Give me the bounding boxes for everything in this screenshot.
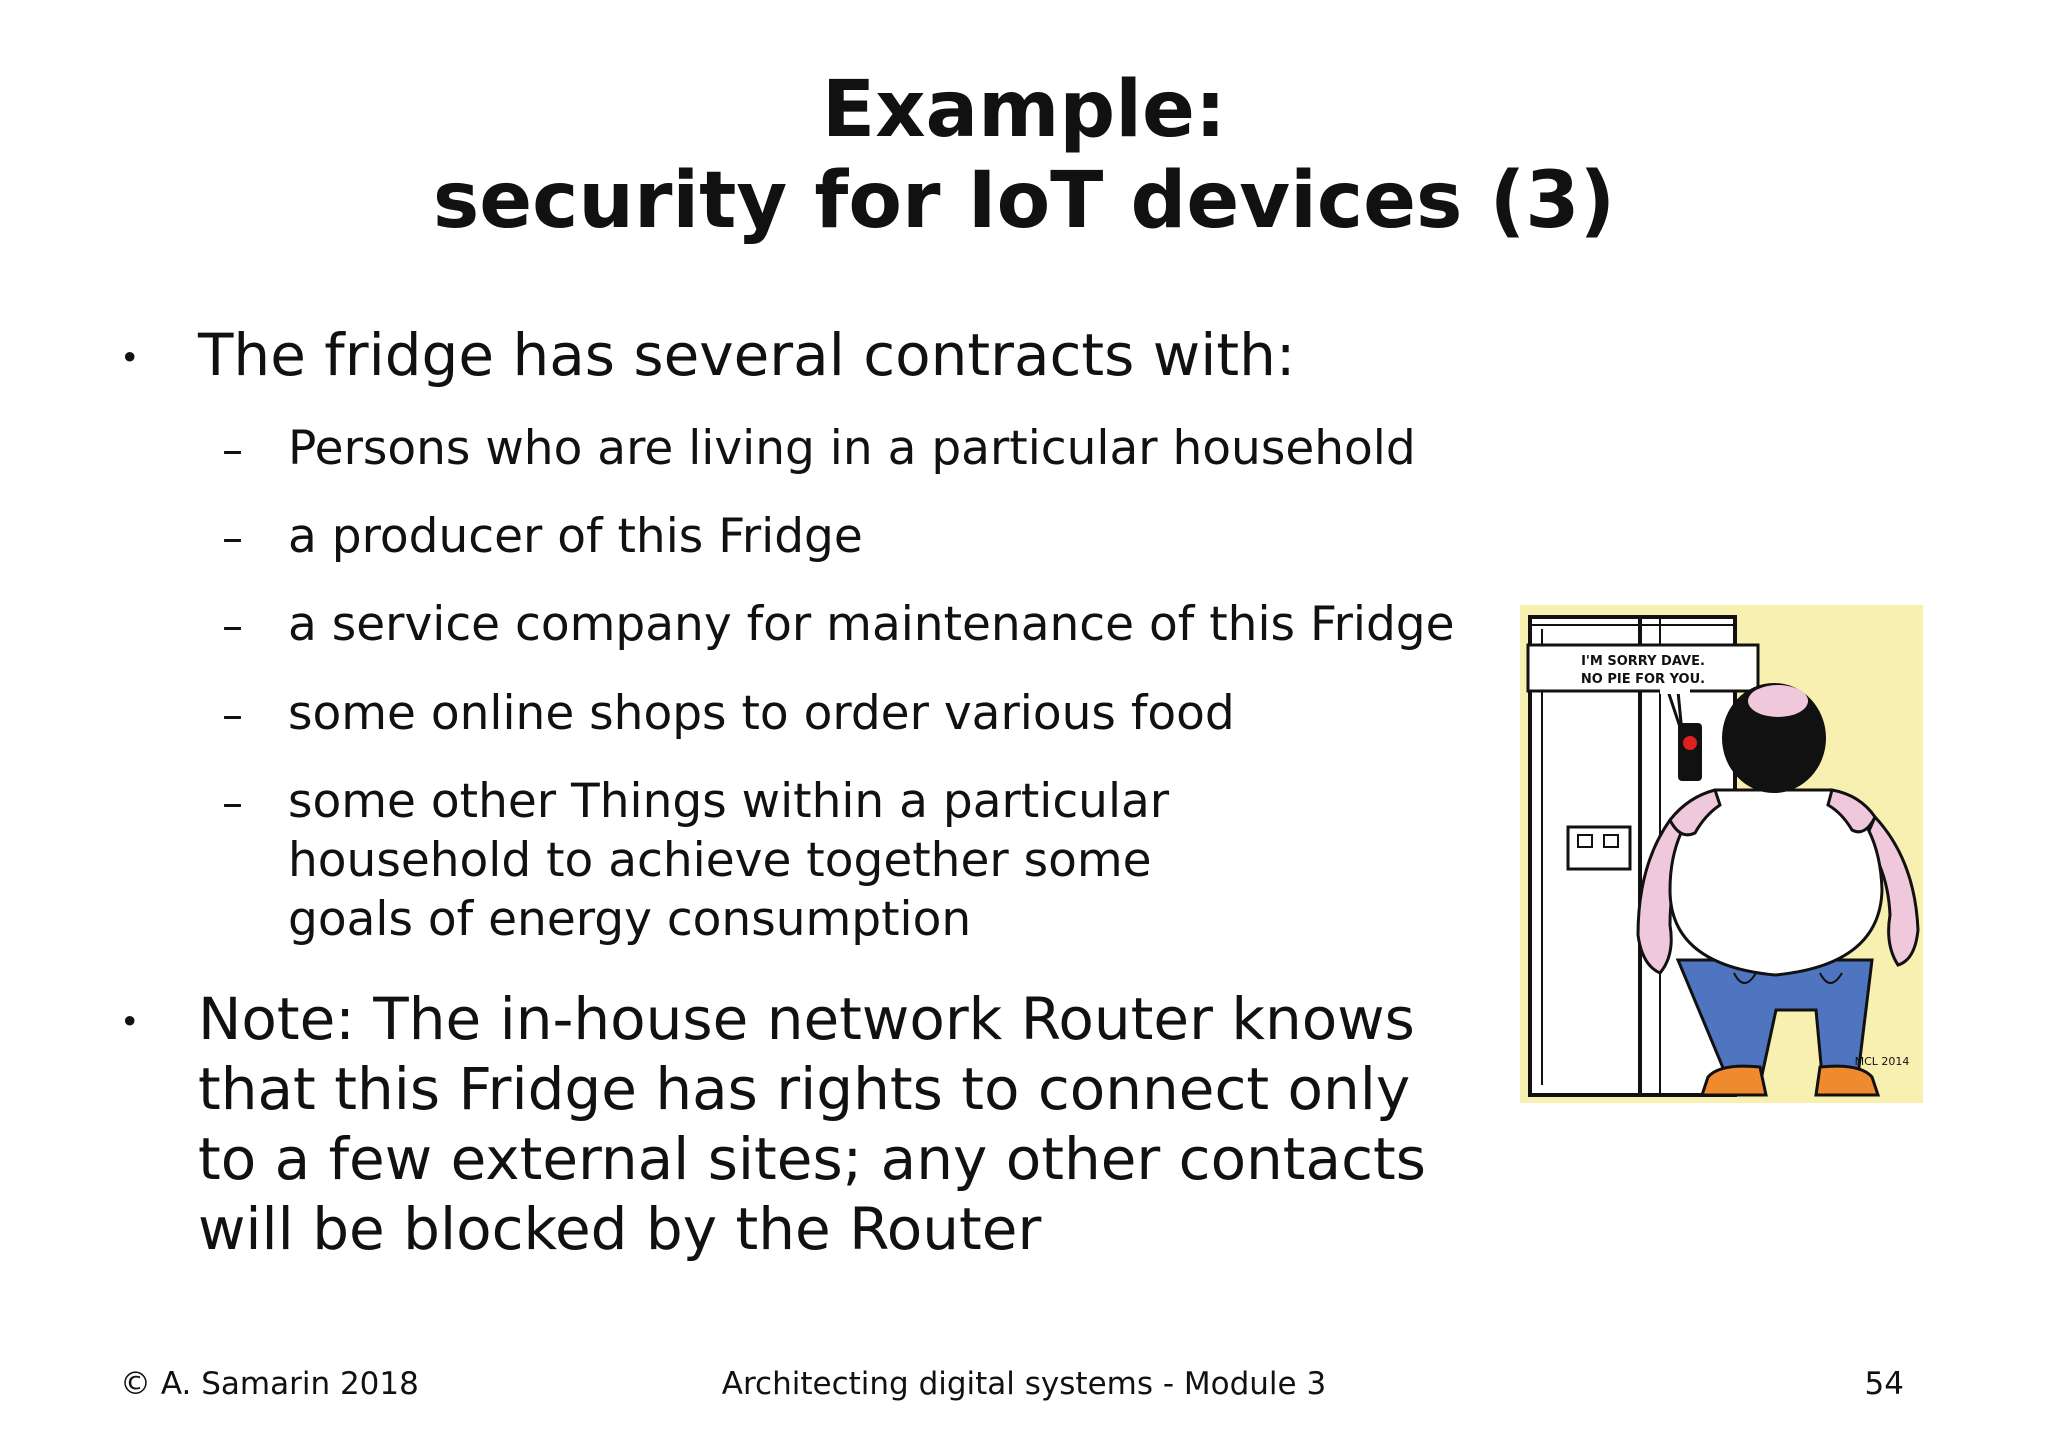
dash-marker: – [222,690,243,739]
dash-marker: – [222,425,243,474]
footer-course-title: Architecting digital systems - Module 3 [721,1366,1327,1402]
bullet-marker: • [120,338,140,377]
note-line3: to a few external sites; any other contacts [198,1125,1426,1193]
note-line1: Note: The in-house network Router knows [198,985,1415,1053]
note-line2: that this Fridge has rights to connect only [198,1055,1411,1123]
sub-item-other-things-line3: goals of energy consumption [288,892,972,947]
sub-item-other-things-line2: household to achieve together some [288,833,1152,888]
dash-marker: – [222,778,243,827]
dash-marker: – [222,513,243,562]
sub-item-online-shops: some online shops to order various food [288,686,1235,741]
bullet-marker: • [120,1002,140,1041]
bullet-contracts: The fridge has several contracts with: [198,321,1296,389]
sub-item-other-things-line1: some other Things within a particular [288,774,1170,829]
footer-page-number: 54 [1864,1366,1904,1402]
dash-marker: – [222,601,243,650]
fridge-cartoon-illustration [1520,605,1923,1103]
sub-item-producer: a producer of this Fridge [288,509,863,564]
fridge-red-led [1683,736,1697,750]
slide-title-line2: security for IoT devices (3) [432,156,1616,246]
sub-item-persons: Persons who are living in a particular household [288,421,1416,476]
sub-item-service-company: a service company for maintenance of this Fridge [288,597,1455,652]
note-line4: will be blocked by the Router [198,1195,1042,1263]
cartoon-signature: MCL 2014 [1854,1055,1910,1068]
footer-copyright: © A. Samarin 2018 [120,1366,419,1402]
speech-text-line1: I'M SORRY DAVE. [1581,654,1705,669]
man-bald-spot [1748,685,1808,717]
slide-title-line1: Example: [821,65,1227,155]
speech-text-line2: NO PIE FOR YOU. [1580,672,1706,687]
